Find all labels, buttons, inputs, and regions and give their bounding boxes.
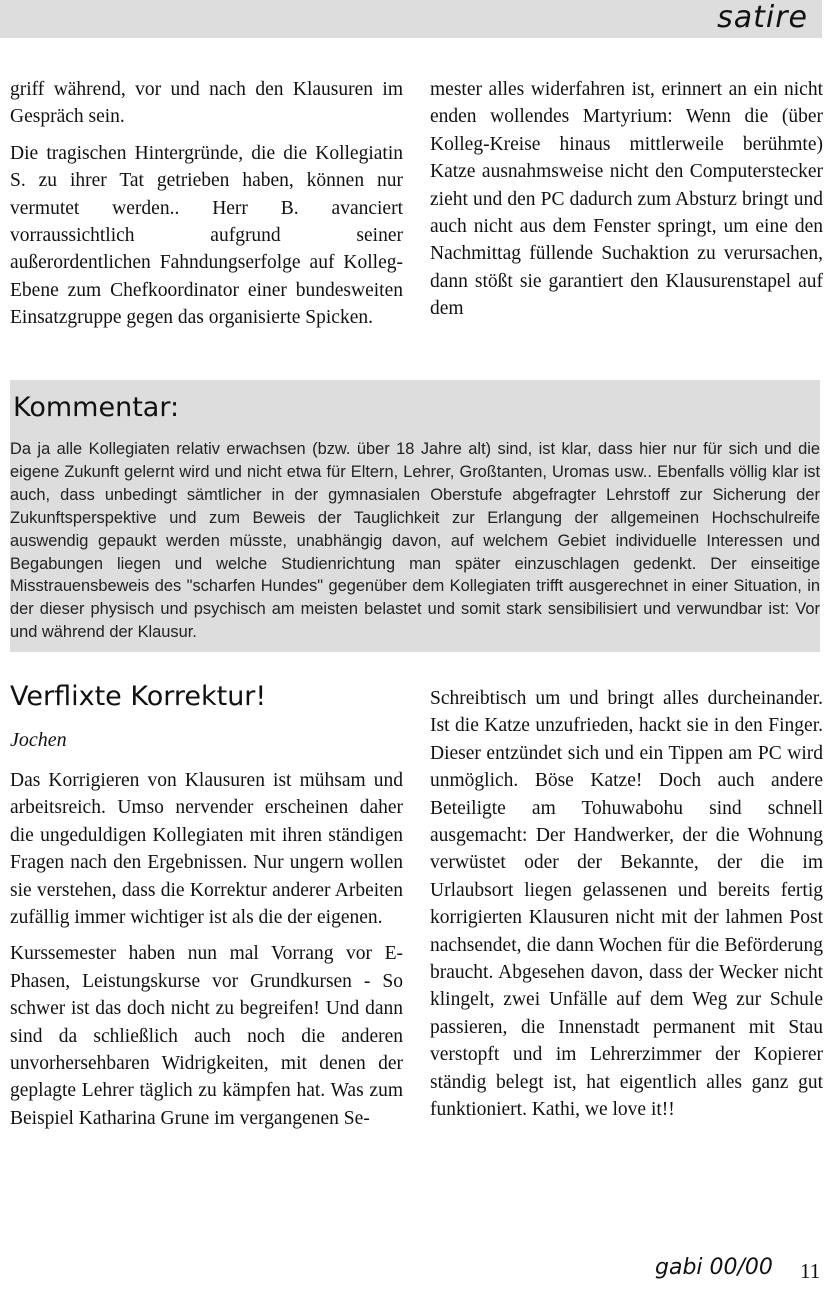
top-left-column [10, 76, 403, 341]
comment-body: Da ja alle Kollegiaten relativ erwachsen (bzw. über 18 Jahre alt) sind, ist klar, dass hier nur für sich und die eigene Zukunft gelernt wird und nicht etwa für Eltern, Lehrer, Großtanten, Uromas usw.. Ebenfalls völlig klar ist auch, dass unbedingt sämtlicher in der gymnasialen Oberstufe abgefragter Lehrstoff zur Sicherung der Zukunftsperspektive und zum Beweis der Tauglichkeit zur Erlangung der allgemeinen Hochschulreife auswendig gepaukt werden müsste, unabhängig davon, auf welchem Gebiet individuelle Interessen und Begabungen liegen und welche Studienrichtung man später einzuschlagen gedenkt. Der einseitige Misstrauensbeweis des "scharfen Hundes" gegenüber dem Kollegiaten trifft ausgerechnet in einer Situation, in der dieser physisch und psychisch am meisten belastet und somit stark sensibilisiert und verwundbar ist: Vor und während der Klausur. [10, 440, 820, 642]
paragraph: Schreibtisch um und bringt alles durcheinander. Ist die Katze unzufrieden, hackt sie in den Finger. Dieser entzündet sich und ein Tippen am PC wird unmöglich. Böse Katze! Doch auch andere Beteiligte am Tohuwabohu sind schnell ausgemacht: Der Handwerker, der die Wohnung verwüstet oder der Bekannte, der die im Urlaubsort liegen gelassenen und bereits fertig korrigierten Klausuren nicht mit der lahmen Post nachsendet, die dann Wochen für die Beförderung braucht. Abgesehen davon, dass der Wecker nicht klingelt, zwei Unfälle auf dem Weg zur Schule passieren, die Innenstadt permanent mit Stau verstopft und im Lehrerzimmer der Kopierer ständig belegt ist, hat eigentlich alles ganz gut funktioniert. Kathi, we love it!! [430, 688, 823, 1121]
header-band [0, 0, 822, 38]
magazine-issue: gabi 00/00 [655, 1255, 773, 1280]
paragraph: mester alles widerfahren ist, erinnert an ein nicht enden wollendes Martyrium: Wenn die (über Kolleg-Kreise hinaus mittlerweile berühmte) Katze ausnahmsweise nicht den Computerstecker zieht und den PC dadurch zum Absturz bringt und auch nicht aus dem Fenster springt, um eine den Nachmittag füllende Suchaktion zu verursachen, dann stößt sie garantiert den Klausurenstapel auf dem [430, 79, 823, 320]
section-label: satire [717, 0, 808, 35]
paragraph: griff während, vor und nach den Klausuren im Gespräch sein. [10, 79, 403, 128]
page-number: 11 [800, 1259, 821, 1283]
article-right-column [430, 685, 823, 1133]
comment-title: Kommentar: [13, 392, 180, 423]
paragraph: Das Korrigieren von Klausuren ist mühsam und arbeitsreich. Umso nervender erscheinen daher die ungeduldigen Kollegiaten mit ihren ständigen Fragen nach den Ergebnissen. Nur ungern wollen sie verstehen, dass die Korrektur anderer Arbeiten zufällig immer wichtiger ist als die der eigenen. [10, 770, 403, 929]
article-author: Jochen [10, 729, 67, 751]
article-title: Verflixte Korrektur! [10, 681, 267, 712]
article-left-column [10, 767, 403, 1141]
comment-box [10, 380, 820, 652]
paragraph: Kurssemester haben nun mal Vorrang vor E-Phasen, Leistungskurse vor Grundkursen - So schwer ist das doch nicht zu begreifen! Und dann sind da schließlich auch noch die anderen unvorhersehbaren Widrigkeiten, mit denen der geplagte Lehrer täglich zu kämpfen hat. Was zum Beispiel Katharina Grune im vergangenen Se- [10, 943, 403, 1129]
top-right-column [430, 76, 823, 332]
paragraph: Die tragischen Hintergründe, die die Kollegiatin S. zu ihrer Tat getrieben haben, können nur vermutet werden.. Herr B. avanciert vorraussichtlich aufgrund seiner außerordentlichen Fahndungserfolge auf Kolleg-Ebene zum Chefkoordinator einer bundesweiten Einsatzgruppe gegen das organisierte Spicken. [10, 142, 403, 329]
